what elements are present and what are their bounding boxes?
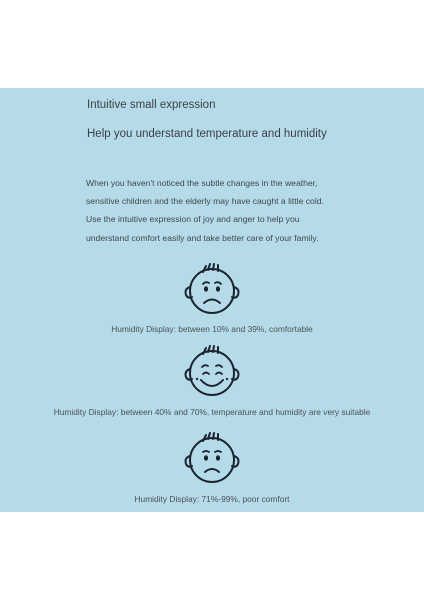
description-line: sensitive children and the elderly may have caught a little cold. [86, 196, 324, 207]
expression-caption: Humidity Display: 71%-99%, poor comfort [134, 494, 290, 504]
sad-face-icon [179, 431, 245, 485]
smiling-face-icon [179, 344, 245, 398]
description-line: understand comfort easily and take better care of your family. [86, 232, 319, 243]
description-line: Use the intuitive expression of joy and anger to help you [86, 214, 300, 225]
neutral-face-icon [179, 262, 245, 316]
expression-caption: Humidity Display: between 40% and 70%, temperature and humidity are very suitable [53, 407, 371, 417]
section-subtitle: Help you understand temperature and humidity [87, 128, 327, 140]
content-panel [0, 88, 424, 512]
expression-caption: Humidity Display: between 10% and 39%, comfortable [111, 324, 313, 334]
description-paragraph [86, 174, 406, 247]
section-title: Intuitive small expression [87, 99, 216, 111]
description-line: When you haven't noticed the subtle changes in the weather, [86, 178, 318, 188]
